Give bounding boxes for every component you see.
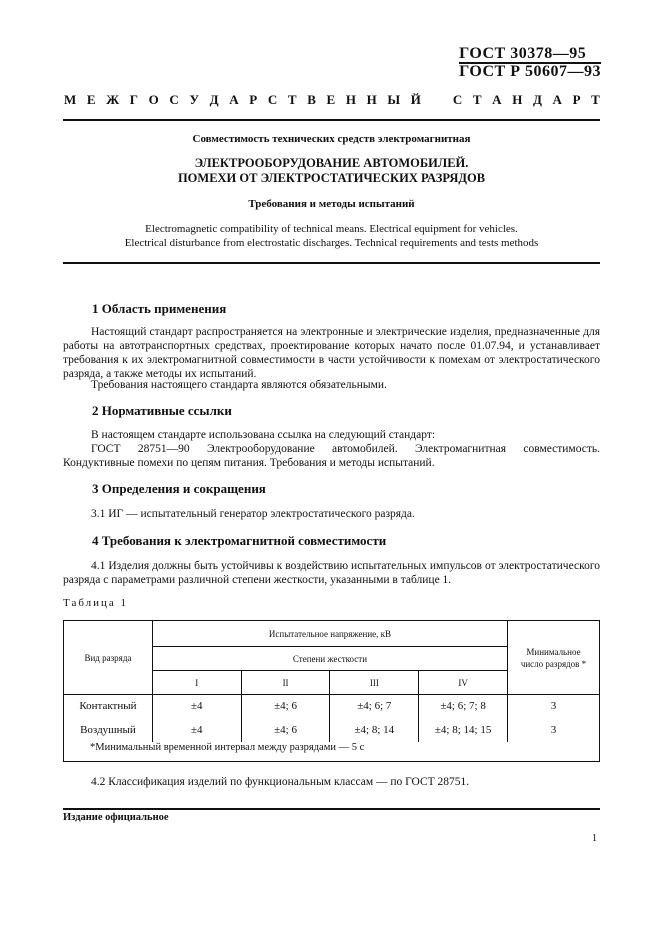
table-footnote: *Минимальный временной интервал между разрядами — 5 с — [90, 742, 365, 753]
section-4-paragraph-1: 4.1 Изделия должны быть устойчивы к воздействию испытательных импульсов от электростатического разряда с параметрами различной степени жесткости, указанными в таблице 1. — [63, 560, 600, 586]
banner-letter: С — [452, 92, 463, 107]
degree-iii: III — [330, 671, 419, 695]
official-edition-label: Издание официальное — [63, 812, 169, 823]
banner-letter: М — [64, 92, 77, 107]
requirements-table — [63, 620, 600, 762]
section-1-paragraph-1: Настоящий стандарт распространяется на электронные и электрические изделия, предназначенные для работы на автотранспортных средствах, проектирование которых начато после 01.07.94, и устанавливает требования к их электромагнитной совместимости в части устойчивости к помехам от электростатического разряда, а также методы их испытаний. — [63, 326, 600, 380]
banner-letter: А — [552, 92, 562, 107]
banner-letter: Н — [345, 92, 356, 107]
banner-letter: Т — [472, 92, 482, 107]
section-4-heading: 4 Требования к электромагнитной совместимости — [92, 533, 387, 548]
standard-subtitle: Требования и методы испытаний — [248, 198, 415, 210]
section-1-heading: 1 Область применения — [92, 301, 227, 316]
english-title-line-1: Electromagnetic compatibility of technical means. Electrical equipment for vehicles. — [145, 223, 518, 235]
interstate-standard-banner — [64, 92, 600, 108]
header-discharge-type: Вид разряда — [64, 621, 153, 695]
banner-letter: Е — [326, 92, 336, 107]
title-rule — [63, 262, 600, 264]
row-type: Контактный — [64, 695, 153, 718]
header-min-discharges: Минимальное число разрядов * — [508, 621, 600, 695]
banner-letter: А — [229, 92, 239, 107]
section-3-paragraph-1: 3.1 ИГ — испытательный генератор электростатического разряда. — [91, 508, 415, 520]
banner-letter: С — [267, 92, 278, 107]
section-3-heading: 3 Определения и сокращения — [92, 481, 266, 496]
row-min: 3 — [508, 718, 600, 742]
banner-letter: Н — [366, 92, 377, 107]
banner-letter: Д — [209, 92, 219, 107]
row-type: Воздушный — [64, 718, 153, 742]
banner-letter: Д — [532, 92, 542, 107]
footer-rule — [63, 808, 600, 810]
section-1-paragraph-2: Требования настоящего стандарта являются обязательными. — [91, 379, 387, 391]
table-row — [64, 695, 600, 718]
banner-letter: Й — [410, 92, 421, 107]
standard-main-title — [63, 156, 600, 186]
banner-letter: Н — [512, 92, 523, 107]
header-test-voltage: Испытательное напряжение, кВ — [152, 621, 507, 647]
main-title-line-1: ЭЛЕКТРООБОРУДОВАНИЕ АВТОМОБИЛЕЙ. — [194, 156, 469, 170]
section-2-heading: 2 Нормативные ссылки — [92, 403, 232, 418]
section-2-paragraph-2: ГОСТ 28751—90 Электрооборудование автомобилей. Электромагнитная совместимость. Кондуктивные помехи по цепям питания. Требования и методы испытаний. — [63, 443, 600, 469]
header-severity-degrees: Степени жесткости — [152, 647, 507, 671]
banner-letter: Р — [572, 92, 581, 107]
degree-i: I — [152, 671, 241, 695]
banner-letter: Е — [86, 92, 96, 107]
english-title-line-2: Electrical disturbance from electrostatic discharges. Technical requirements and tests methods — [124, 237, 539, 249]
banner-letter: Т — [591, 92, 600, 107]
table-row — [64, 718, 600, 742]
row-value: ±4 — [152, 718, 241, 742]
section-4-paragraph-2: 4.2 Классификация изделий по функциональным классам — по ГОСТ 28751. — [91, 776, 470, 788]
row-value: ±4; 6; 7 — [330, 695, 419, 718]
degree-iv: IV — [419, 671, 508, 695]
row-value: ±4; 6 — [241, 695, 330, 718]
banner-letter: У — [189, 92, 199, 107]
standard-group-title: Совместимость технических средств электромагнитная — [192, 133, 471, 145]
banner-letter: А — [492, 92, 502, 107]
row-value: ±4 — [152, 695, 241, 718]
banner-letter: Т — [287, 92, 297, 107]
gost-code-secondary: ГОСТ Р 50607—93 — [459, 63, 601, 80]
degree-ii: II — [241, 671, 330, 695]
row-value: ±4; 6; 7; 8 — [419, 695, 508, 718]
table-caption: Таблица 1 — [63, 597, 129, 609]
banner-letter: С — [169, 92, 179, 107]
row-value: ±4; 8; 14; 15 — [419, 718, 508, 742]
gost-codes — [459, 46, 601, 79]
banner-letter: Г — [129, 92, 139, 107]
main-title-line-2: ПОМЕХИ ОТ ЭЛЕКТРОСТАТИЧЕСКИХ РАЗРЯДОВ — [177, 171, 486, 185]
banner-letter: Р — [249, 92, 258, 107]
banner-letter: В — [307, 92, 316, 107]
row-min: 3 — [508, 695, 600, 718]
banner-letter: Ж — [106, 92, 120, 107]
banner-letter: Ы — [387, 92, 401, 107]
english-title — [63, 222, 600, 250]
row-value: ±4; 6 — [241, 718, 330, 742]
header-rule — [63, 119, 600, 121]
page-number: 1 — [592, 833, 597, 844]
row-value: ±4; 8; 14 — [330, 718, 419, 742]
section-2-paragraph-1: В настоящем стандарте использована ссылка на следующий стандарт: — [91, 429, 436, 441]
banner-letter: О — [148, 92, 159, 107]
gost-code-primary: ГОСТ 30378—95 — [459, 46, 601, 64]
